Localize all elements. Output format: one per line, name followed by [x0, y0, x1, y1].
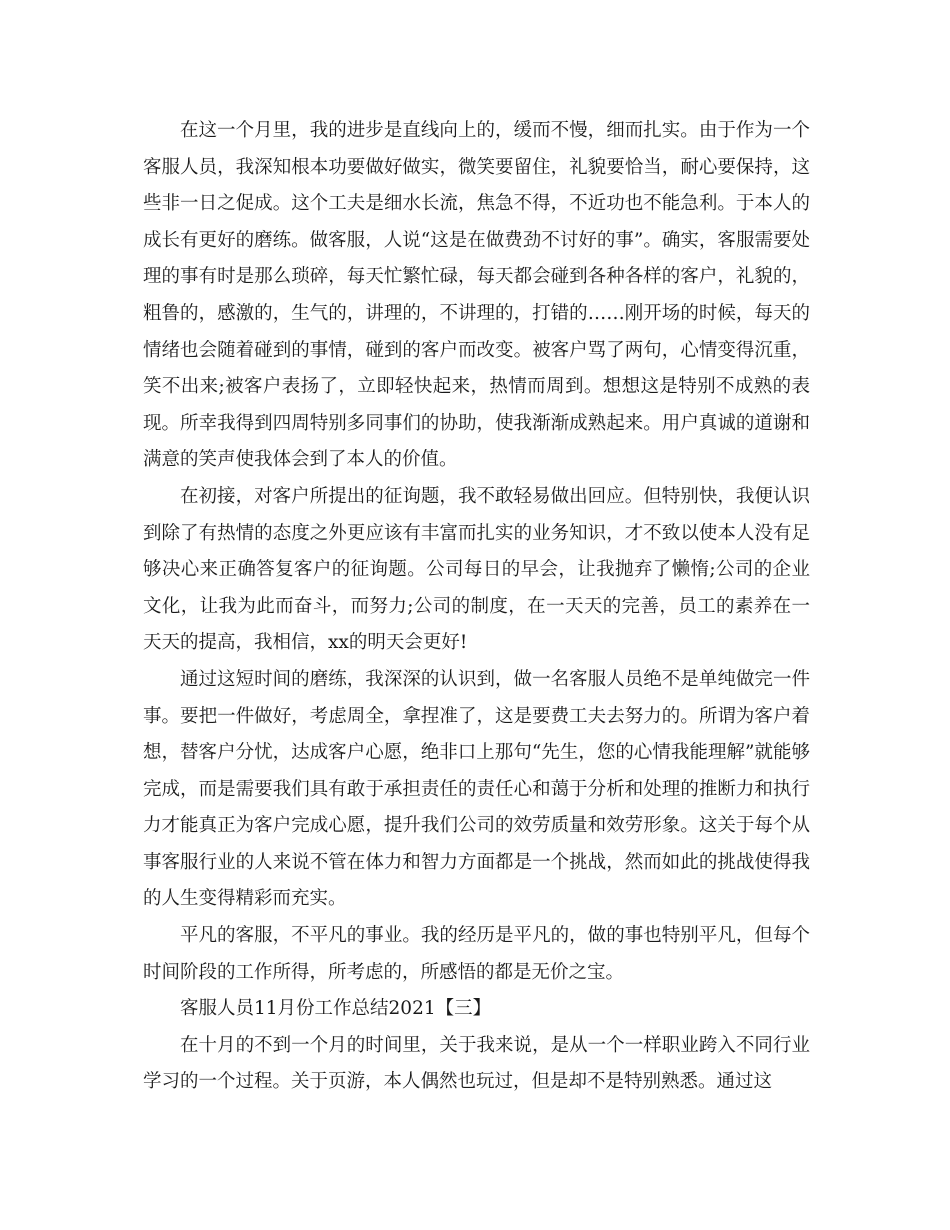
- paragraph-3: 通过这短时间的磨练，我深深的认识到，做一名客服人员绝不是单纯做完一件事。要把一件做好，考虑周全，拿捏准了，这是要费工夫去努力的。所谓为客户着想，替客户分忧，达成客户心愿，绝非口上那句“先生，您的心情我能理解”就能够完成，而是需要我们具有敢于承担责任的责任心和蔼于分析和处理的推断力和执行力才能真正为客户完成心愿，提升我们公司的效劳质量和效劳形象。这关于每个从事客服行业的人来说不管在体力和智力方面都是一个挑战，然而如此的挑战使得我的人生变得精彩而充实。: [143, 668, 810, 910]
- paragraph-4: 平凡的客服，不平凡的事业。我的经历是平凡的，做的事也特别平凡，但每个时间阶段的工作所得，所考虑的，所感悟的都是无价之宝。: [143, 925, 810, 983]
- section-heading: 客服人员11月份工作总结2021【三】: [180, 998, 492, 1020]
- document-body: [143, 113, 810, 1101]
- paragraph-1: 在这一个月里，我的进步是直线向上的，缓而不慢，细而扎实。由于作为一个客服人员，我深知根本功要做好做实，微笑要留住，礼貌要恰当，耐心要保持，这些非一日之促成。这个工夫是细水长流，焦急不得，不近功也不能急利。于本人的成长有更好的磨练。做客服，人说“这是在做费劲不讨好的事”。确实，客服需要处理的事有时是那么琐碎，每天忙繁忙碌，每天都会碰到各种各样的客户，礼貌的，粗鲁的，感激的，生气的，讲理的，不讲理的，打错的……刚开场的时候，每天的情绪也会随着碰到的事情，碰到的客户而改变。被客户骂了两句，心情变得沉重，笑不出来;被客户表扬了，立即轻快起来，热情而周到。想想这是特别不成熟的表现。所幸我得到四周特别多同事们的协助，使我渐渐成熟起来。用户真诚的道谢和满意的笑声使我体会到了本人的价值。: [143, 120, 810, 471]
- paragraph-5: 在十月的不到一个月的时间里，关于我来说，是从一个一样职业跨入不同行业学习的一个过程。关于页游，本人偶然也玩过，但是却不是特别熟悉。通过这: [143, 1034, 810, 1093]
- paragraph-2: 在初接，对客户所提出的征询题，我不敢轻易做出回应。但特别快，我便认识到除了有热情的态度之外更应该有丰富而扎实的业务知识，才不致以使本人没有足够决心来正确答复客户的征询题。公司每日的早会，让我抛弃了懒惰;公司的企业文化，让我为此而奋斗，而努力;公司的制度，在一天天的完善，员工的素养在一天天的提高，我相信，xx的明天会更好!: [143, 485, 810, 654]
